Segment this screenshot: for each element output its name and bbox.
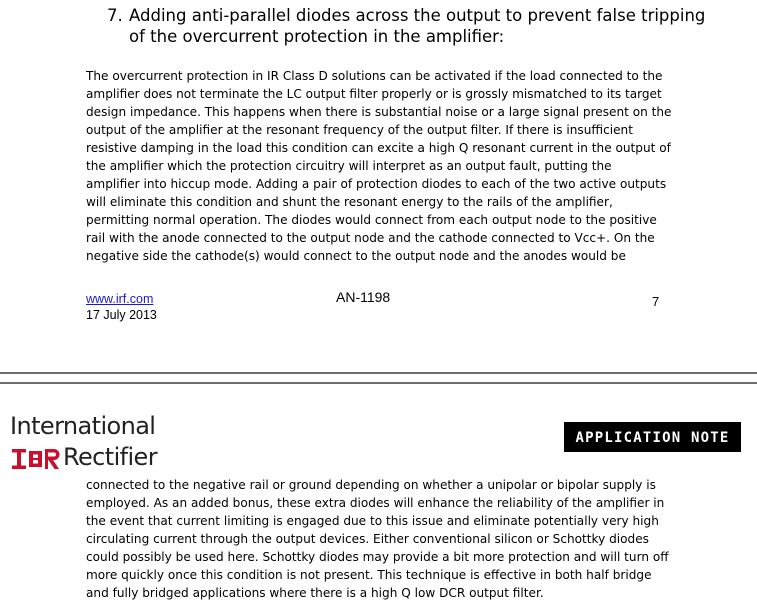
body-paragraph: The overcurrent protection in IR Class D solutions can be activated if the load connected to the amplifier does not terminate the LC output filter properly or is grossly mismatched to its target design impedance. This happens when there is substantial noise or a large signal present on the output of the amplifier at the resonant frequency of the output filter. If there is insufficient resistive damping in the load this condition can excite a high Q resonant current in the output of the amplifier which the protection circuitry will interpret as an output fault, putting the amplifier into hiccup mode. Adding a pair of protection diodes to each of the two active outputs will eliminate this condition and shunt the resonant energy to the rails of the amplifier, permitting normal operation. The diodes would connect from each output node to the positive rail with the anode connected to the output node and the cathode connected to Vcc+. On the negative side the cathode(s) would connect to the output node and the anodes would be bbox=[86, 69, 672, 263]
footer-date: 17 July 2013 bbox=[86, 308, 157, 322]
application-note-badge: APPLICATION NOTE bbox=[564, 422, 741, 452]
body-paragraph-continued: connected to the negative rail or ground depending on whether a unipolar or bipolar supply is employed. As an added bonus, these extra diodes will enhance the reliability of the amplifier in the event that current limiting is engaged due to this issue and eliminate potentially very high circulating current through the output devices. Either conventional silicon or Schottky diodes could possibly be used here. Schottky diodes may provide a bit more protection and will turn off more quickly once this condition is not present. This technique is effective in both half bridge and fully bridged applications where there is a high Q low DCR output filter. bbox=[86, 478, 669, 600]
section-number: 7. bbox=[107, 6, 123, 25]
footer-document-number: AN-1198 bbox=[336, 289, 391, 305]
logo-text-line2: Rectifier bbox=[63, 443, 157, 471]
footer-page-number: 7 bbox=[652, 294, 660, 309]
document-page-bottom bbox=[0, 384, 757, 615]
footer-website-link[interactable]: www.irf.com bbox=[86, 292, 154, 306]
company-logo bbox=[10, 411, 170, 475]
ior-logo-mark-icon bbox=[12, 449, 60, 469]
section-heading bbox=[107, 5, 707, 47]
section-title: Adding anti-parallel diodes across the output to prevent false tripping of the overcurrent protection in the amplifier: bbox=[129, 6, 706, 46]
page-break bbox=[0, 372, 757, 384]
logo-text-line1: International bbox=[10, 412, 156, 440]
